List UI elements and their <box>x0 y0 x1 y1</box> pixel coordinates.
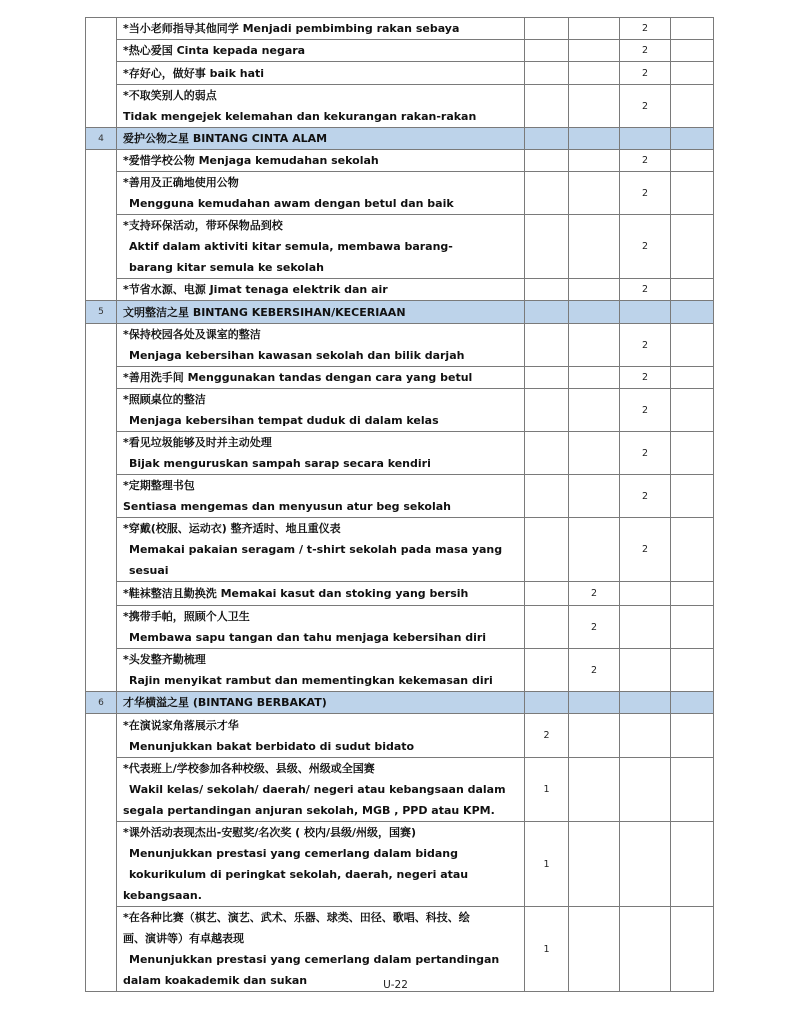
criteria-line: *照顾桌位的整洁 <box>123 393 206 406</box>
score-cell <box>671 758 714 822</box>
criteria-line: sesuai <box>129 564 169 577</box>
criteria-line: *不取笑别人的弱点 <box>123 89 217 102</box>
score-cell <box>671 649 714 692</box>
header-score-cell <box>620 692 671 714</box>
score-cell <box>525 475 569 518</box>
score-cell <box>569 758 620 822</box>
score-cell <box>671 279 714 301</box>
criteria-row <box>86 606 714 649</box>
criteria-description <box>117 582 525 606</box>
assessment-table <box>85 17 714 992</box>
score-cell: 2 <box>569 649 620 692</box>
score-cell: 2 <box>569 582 620 606</box>
criteria-line: kebangsaan. <box>123 889 202 902</box>
score-cell <box>569 279 620 301</box>
criteria-description <box>117 606 525 649</box>
criteria-line: barang kitar semula ke sekolah <box>129 261 324 274</box>
criteria-description <box>117 85 525 128</box>
score-cell <box>525 582 569 606</box>
criteria-description <box>117 714 525 758</box>
score-cell: 2 <box>620 279 671 301</box>
criteria-line: Membawa sapu tangan dan tahu menjaga kebersihan diri <box>129 631 487 644</box>
criteria-row <box>86 150 714 172</box>
criteria-line: Menunjukkan prestasi yang cemerlang dalam bidang <box>129 847 458 860</box>
category-header-row <box>86 301 714 324</box>
score-cell <box>671 606 714 649</box>
criteria-line: 画、演讲等）有卓越表现 <box>123 932 244 945</box>
criteria-line: *定期整理书包 <box>123 479 195 492</box>
score-cell <box>525 18 569 40</box>
score-cell: 2 <box>620 40 671 62</box>
score-cell <box>569 389 620 432</box>
score-cell <box>620 714 671 758</box>
score-cell <box>569 172 620 215</box>
page-number: U-22 <box>383 979 408 991</box>
header-score-cell <box>525 301 569 324</box>
score-cell <box>569 18 620 40</box>
criteria-description <box>117 389 525 432</box>
score-cell: 2 <box>620 150 671 172</box>
header-score-cell <box>569 301 620 324</box>
score-cell: 2 <box>569 606 620 649</box>
category-number: 4 <box>86 128 117 150</box>
number-cell-empty <box>86 714 117 992</box>
score-cell <box>525 606 569 649</box>
score-cell: 1 <box>525 758 569 822</box>
score-cell <box>671 324 714 367</box>
criteria-line: Rajin menyikat rambut dan mementingkan kekemasan diri <box>129 674 493 687</box>
header-score-cell <box>569 128 620 150</box>
score-cell <box>671 40 714 62</box>
assessment-table-body <box>86 18 714 992</box>
score-cell <box>525 432 569 475</box>
score-cell: 2 <box>620 518 671 582</box>
score-cell <box>569 475 620 518</box>
score-cell <box>671 18 714 40</box>
score-cell: 2 <box>620 62 671 85</box>
criteria-line: kokurikulum di peringkat sekolah, daerah, negeri atau <box>129 868 469 881</box>
criteria-row <box>86 367 714 389</box>
score-cell: 2 <box>620 18 671 40</box>
criteria-description <box>117 432 525 475</box>
score-cell <box>569 432 620 475</box>
score-cell: 2 <box>620 367 671 389</box>
criteria-row <box>86 389 714 432</box>
score-cell <box>671 172 714 215</box>
score-cell <box>525 279 569 301</box>
score-cell <box>671 432 714 475</box>
criteria-line: *穿戴(校服、运动衣) 整齐适时、地且重仪表 <box>123 522 341 535</box>
criteria-line: Bijak menguruskan sampah sarap secara kendiri <box>129 457 431 470</box>
criteria-description <box>117 40 525 62</box>
score-cell <box>569 367 620 389</box>
criteria-line: Menunjukkan prestasi yang cemerlang dalam pertandingan <box>129 953 500 966</box>
criteria-line: *善用及正确地使用公物 <box>123 176 239 189</box>
criteria-description <box>117 367 525 389</box>
score-cell <box>525 85 569 128</box>
criteria-row <box>86 62 714 85</box>
score-cell <box>569 85 620 128</box>
score-cell <box>620 606 671 649</box>
category-number: 6 <box>86 692 117 714</box>
criteria-description <box>117 758 525 822</box>
criteria-row <box>86 279 714 301</box>
criteria-line: Menunjukkan bakat berbidato di sudut bidato <box>129 739 415 753</box>
score-cell <box>569 62 620 85</box>
criteria-line: *节省水源、电源 Jimat tenaga elektrik dan air <box>123 283 388 296</box>
score-cell <box>671 367 714 389</box>
score-cell <box>525 150 569 172</box>
criteria-line: *携带手帕，照顾个人卫生 <box>123 610 250 623</box>
criteria-row <box>86 649 714 692</box>
criteria-line: *在演说家角落展示才华 <box>123 718 239 732</box>
score-cell <box>671 389 714 432</box>
criteria-line: *头发整齐勤梳理 <box>123 653 206 666</box>
score-cell <box>671 582 714 606</box>
number-cell-empty <box>86 18 117 128</box>
score-cell <box>525 367 569 389</box>
score-cell: 1 <box>525 907 569 992</box>
score-cell <box>620 822 671 907</box>
criteria-row <box>86 822 714 907</box>
criteria-row <box>86 172 714 215</box>
criteria-line: Menjaga kebersihan kawasan sekolah dan bilik darjah <box>129 349 465 362</box>
score-cell <box>569 215 620 279</box>
criteria-row <box>86 758 714 822</box>
criteria-description <box>117 18 525 40</box>
score-cell <box>620 582 671 606</box>
score-cell <box>569 324 620 367</box>
score-cell <box>569 150 620 172</box>
score-cell <box>671 518 714 582</box>
score-cell <box>525 649 569 692</box>
category-header-row <box>86 692 714 714</box>
criteria-line: Memakai pakaian seragam / t-shirt sekolah pada masa yang <box>129 543 503 556</box>
criteria-row <box>86 518 714 582</box>
header-score-cell <box>620 128 671 150</box>
criteria-description <box>117 62 525 85</box>
criteria-description <box>117 475 525 518</box>
criteria-description <box>117 279 525 301</box>
criteria-line: dalam koakademik dan sukan <box>123 974 308 987</box>
criteria-description <box>117 215 525 279</box>
score-cell <box>620 758 671 822</box>
score-cell: 1 <box>525 822 569 907</box>
score-cell <box>525 172 569 215</box>
criteria-row <box>86 18 714 40</box>
score-cell <box>569 40 620 62</box>
criteria-line: Mengguna kemudahan awam dengan betul dan baik <box>129 197 454 210</box>
category-title: 才华横溢之星 (BINTANG BERBAKAT) <box>117 692 525 714</box>
header-score-cell <box>525 128 569 150</box>
score-cell <box>671 714 714 758</box>
criteria-row <box>86 215 714 279</box>
header-score-cell <box>671 301 714 324</box>
score-cell <box>671 475 714 518</box>
criteria-line: *存好心，做好事 baik hati <box>123 66 265 80</box>
criteria-line: *善用洗手间 Menggunakan tandas dengan cara yang betul <box>123 371 473 384</box>
criteria-row <box>86 432 714 475</box>
criteria-line: *热心爱国 Cinta kepada negara <box>123 44 306 57</box>
score-cell <box>671 215 714 279</box>
criteria-description <box>117 150 525 172</box>
header-score-cell <box>671 692 714 714</box>
score-cell <box>620 649 671 692</box>
score-cell <box>569 714 620 758</box>
criteria-row <box>86 40 714 62</box>
score-cell: 2 <box>620 215 671 279</box>
score-cell <box>569 518 620 582</box>
criteria-line: Menjaga kebersihan tempat duduk di dalam kelas <box>129 414 439 427</box>
score-cell: 2 <box>620 172 671 215</box>
criteria-line: *保持校园各处及课室的整洁 <box>123 328 261 341</box>
criteria-line: *鞋袜整洁且勤换洗 Memakai kasut dan stoking yang bersih <box>123 587 469 600</box>
criteria-line: *代表班上/学校参加各种校级、县级、州级或全国赛 <box>123 762 375 775</box>
criteria-line: *当小老师指导其他同学 Menjadi pembimbing rakan sebaya <box>123 22 460 35</box>
criteria-row <box>86 714 714 758</box>
score-cell <box>671 822 714 907</box>
header-score-cell <box>525 692 569 714</box>
criteria-line: segala pertandingan anjuran sekolah, MGB , PPD atau KPM. <box>123 804 495 817</box>
score-cell <box>525 62 569 85</box>
score-cell <box>525 518 569 582</box>
header-score-cell <box>620 301 671 324</box>
criteria-line: Sentiasa mengemas dan menyusun atur beg sekolah <box>123 500 451 513</box>
criteria-line: Wakil kelas/ sekolah/ daerah/ negeri atau kebangsaan dalam <box>129 783 506 796</box>
number-cell-empty <box>86 150 117 301</box>
category-number: 5 <box>86 301 117 324</box>
criteria-description <box>117 518 525 582</box>
score-cell: 2 <box>525 714 569 758</box>
criteria-description <box>117 822 525 907</box>
criteria-description <box>117 649 525 692</box>
category-header-row <box>86 128 714 150</box>
criteria-row <box>86 85 714 128</box>
score-cell <box>671 150 714 172</box>
criteria-description <box>117 172 525 215</box>
category-title: 文明整洁之星 BINTANG KEBERSIHAN/KECERIAAN <box>117 301 525 324</box>
criteria-line: *在各种比赛（棋艺、演艺、武术、乐器、球类、田径、歌唱、科技、绘 <box>123 911 470 924</box>
criteria-line: *看见垃圾能够及时并主动处理 <box>123 436 272 449</box>
criteria-line: Tidak mengejek kelemahan dan kekurangan rakan-rakan <box>123 110 477 123</box>
score-cell <box>525 324 569 367</box>
score-cell <box>525 40 569 62</box>
score-cell: 2 <box>620 85 671 128</box>
criteria-line: *爱惜学校公物 Menjaga kemudahan sekolah <box>123 154 379 167</box>
criteria-line: Aktif dalam aktiviti kitar semula, membawa barang- <box>129 240 453 253</box>
score-cell: 2 <box>620 432 671 475</box>
header-score-cell <box>569 692 620 714</box>
score-cell <box>525 215 569 279</box>
criteria-line: *课外活动表现杰出-安慰奖/名次奖 ( 校内/县级/州级，国赛) <box>123 826 417 839</box>
criteria-row <box>86 324 714 367</box>
criteria-description <box>117 324 525 367</box>
number-cell-empty <box>86 324 117 692</box>
score-cell: 2 <box>620 475 671 518</box>
score-cell: 2 <box>620 324 671 367</box>
criteria-row <box>86 582 714 606</box>
score-cell <box>671 62 714 85</box>
header-score-cell <box>671 128 714 150</box>
score-cell: 2 <box>620 389 671 432</box>
score-cell <box>525 389 569 432</box>
score-cell <box>671 85 714 128</box>
criteria-line: *支持环保活动，带环保物品到校 <box>123 219 283 232</box>
criteria-row <box>86 475 714 518</box>
score-cell <box>569 822 620 907</box>
category-title: 爱护公物之星 BINTANG CINTA ALAM <box>117 128 525 150</box>
